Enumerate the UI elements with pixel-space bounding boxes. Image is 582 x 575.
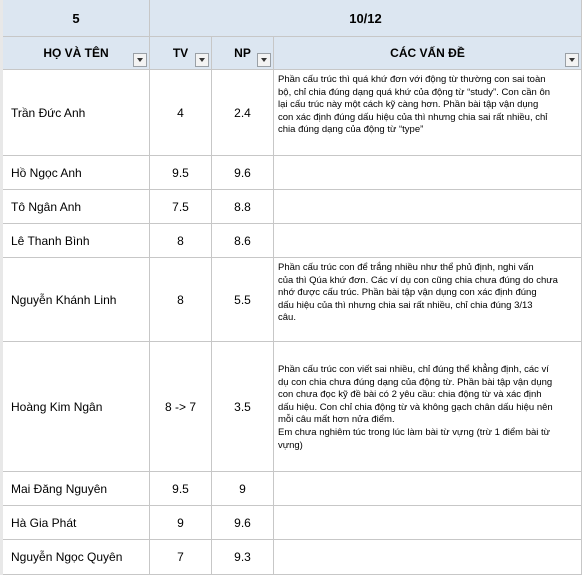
cell-name[interactable] xyxy=(3,506,150,540)
student-name: Trần Đức Anh xyxy=(11,105,86,120)
cell-issues[interactable] xyxy=(274,156,582,190)
np-score: 5.5 xyxy=(234,292,251,307)
issue-line: lại cấu trúc này một cách kỹ càng hơn. Phần bài tập vận dụng xyxy=(278,99,539,111)
tv-score: 9.5 xyxy=(172,165,189,180)
cell-issues[interactable] xyxy=(274,540,582,575)
cell-issues[interactable] xyxy=(274,224,582,258)
column-header-np-label: NP xyxy=(234,46,251,60)
issue-line: nhớ được cấu trúc. Phần bài tập vận dụng con xác định đúng xyxy=(278,287,537,299)
cell-np[interactable] xyxy=(212,472,274,506)
tv-score: 4 xyxy=(177,105,184,120)
cell-np[interactable] xyxy=(212,224,274,258)
class-header-cell[interactable] xyxy=(3,0,150,37)
cell-name[interactable] xyxy=(3,472,150,506)
filter-dropdown-name[interactable] xyxy=(133,53,147,67)
cell-tv[interactable] xyxy=(150,70,212,156)
chevron-down-icon xyxy=(569,58,575,62)
issue-line: chia đúng dạng của động từ “type” xyxy=(278,124,424,136)
issue-line: dấu hiệu. Con chỉ chia động từ và không gạch chân dấu hiệu nên xyxy=(278,401,553,413)
cell-issues[interactable] xyxy=(274,190,582,224)
issue-line: vựng) xyxy=(278,439,303,451)
issue-line: Phần cấu trúc thì quá khứ đơn với động từ thường con sai toàn xyxy=(278,74,546,85)
cell-tv[interactable] xyxy=(150,156,212,190)
issue-line: của thì Qúa khứ đơn. Các ví dụ con cũng chia chưa đúng do chưa xyxy=(278,274,558,286)
student-name: Mai Đăng Nguyên xyxy=(11,481,108,496)
issue-line: Phần cấu trúc con để trắng nhiều như thể phủ định, nghi vấn xyxy=(278,262,534,273)
student-name: Nguyễn Ngọc Quyên xyxy=(11,550,123,564)
cell-np[interactable] xyxy=(212,540,274,575)
issue-line: con chưa đọc kỹ đề bài có 2 yêu cầu: chia động từ và xác định xyxy=(278,389,542,401)
cell-np[interactable] xyxy=(212,342,274,472)
cell-name[interactable] xyxy=(3,342,150,472)
cell-np[interactable] xyxy=(212,258,274,342)
issue-line: dấu hiệu của thì nhưng chia sai rất nhiều, chỉ chia đúng 3/13 xyxy=(278,299,533,311)
issue-line: dụ con chia chưa đúng dạng của động từ. Phần bài tập vận dụng xyxy=(278,376,553,388)
np-score: 9.6 xyxy=(234,165,251,180)
cell-tv[interactable] xyxy=(150,342,212,472)
column-header-tv[interactable] xyxy=(150,37,212,70)
cell-tv[interactable] xyxy=(150,540,212,575)
cell-name[interactable] xyxy=(3,190,150,224)
cell-tv[interactable] xyxy=(150,506,212,540)
np-score: 2.4 xyxy=(234,105,251,120)
np-score: 9.6 xyxy=(234,515,251,530)
tv-score: 9 xyxy=(177,515,184,530)
chevron-down-icon xyxy=(199,58,205,62)
np-score: 9 xyxy=(239,481,246,496)
student-name: Hồ Ngọc Anh xyxy=(11,165,82,180)
cell-name[interactable] xyxy=(3,258,150,342)
tv-score: 8 -> 7 xyxy=(164,399,197,414)
tv-score: 8 xyxy=(177,292,184,307)
tv-score: 8 xyxy=(177,233,184,248)
filter-dropdown-tv[interactable] xyxy=(195,53,209,67)
cell-np[interactable] xyxy=(212,70,274,156)
filter-dropdown-np[interactable] xyxy=(257,53,271,67)
column-header-name[interactable] xyxy=(3,37,150,70)
issue-line: Phần cấu trúc con viết sai nhiều, chỉ đúng thể khẳng định, các ví xyxy=(278,364,549,375)
cell-tv[interactable] xyxy=(150,472,212,506)
filter-dropdown-issues[interactable] xyxy=(565,53,579,67)
column-header-np[interactable] xyxy=(212,37,274,70)
np-score: 8.8 xyxy=(234,199,251,214)
column-header-tv-label: TV xyxy=(172,46,189,60)
cell-name[interactable] xyxy=(3,156,150,190)
class-label: 5 xyxy=(72,10,80,26)
tv-score: 7.5 xyxy=(172,199,189,214)
cell-tv[interactable] xyxy=(150,258,212,342)
cell-tv[interactable] xyxy=(150,224,212,258)
column-header-issues[interactable] xyxy=(274,37,582,70)
cell-issues[interactable] xyxy=(274,506,582,540)
np-score: 8.6 xyxy=(234,233,251,248)
column-header-issues-label: CÁC VẤN ĐỀ xyxy=(390,46,465,60)
cell-name[interactable] xyxy=(3,224,150,258)
cell-tv[interactable] xyxy=(150,190,212,224)
issue-line: Em chưa nghiêm túc trong lúc làm bài từ vựng (trừ 1 điểm bài từ xyxy=(278,426,551,438)
cell-np[interactable] xyxy=(212,506,274,540)
cell-name[interactable] xyxy=(3,70,150,156)
tv-score: 7 xyxy=(177,550,184,564)
np-score: 9.3 xyxy=(234,550,251,564)
cell-issues[interactable] xyxy=(274,472,582,506)
tv-score: 9.5 xyxy=(172,481,189,496)
student-name: Tô Ngân Anh xyxy=(11,199,82,214)
np-score: 3.5 xyxy=(234,399,251,414)
cell-issues[interactable] xyxy=(274,342,582,472)
cell-np[interactable] xyxy=(212,190,274,224)
student-name: Hà Gia Phát xyxy=(11,515,77,530)
student-name: Lê Thanh Bình xyxy=(11,233,90,248)
column-header-name-label: HỌ VÀ TÊN xyxy=(43,46,109,60)
cell-issues[interactable] xyxy=(274,70,582,156)
issue-line: con xác định đúng dấu hiệu của thì nhưng chia sai rất nhiều, chỉ xyxy=(278,111,548,123)
cell-np[interactable] xyxy=(212,156,274,190)
date-header-cell[interactable] xyxy=(150,0,582,37)
cell-issues[interactable] xyxy=(274,258,582,342)
cell-name[interactable] xyxy=(3,540,150,575)
issue-line: mỗi câu mất hơn nửa điểm. xyxy=(278,414,395,426)
issue-line: bộ, chỉ chia đúng dạng quá khứ của động từ “study”. Con cần ôn xyxy=(278,86,551,98)
chevron-down-icon xyxy=(137,58,143,62)
issue-line: câu. xyxy=(278,312,296,324)
chevron-down-icon xyxy=(261,58,267,62)
date-label: 10/12 xyxy=(349,10,382,26)
student-name: Nguyễn Khánh Linh xyxy=(11,292,117,307)
student-name: Hoàng Kim Ngân xyxy=(11,399,103,414)
